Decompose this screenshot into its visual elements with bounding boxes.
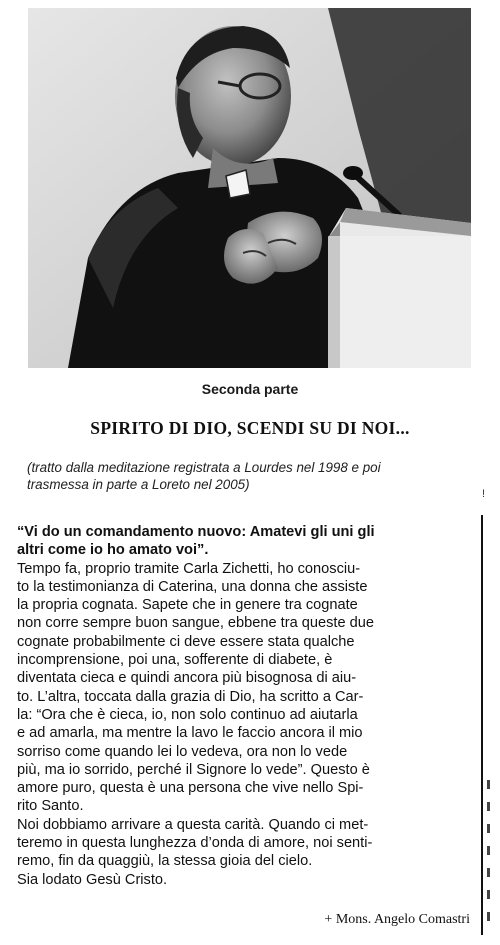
- source-line: (tratto dalla meditazione registrata a Lourdes nel 1998 e poi: [27, 460, 381, 475]
- quote-line: “Vi do un comandamento nuovo: Amatevi gli uni gli: [17, 524, 375, 540]
- part-label: Seconda parte: [201, 381, 299, 397]
- body-line: più, ma io sorrido, perché il Signore lo vede”. Questo è: [17, 761, 370, 778]
- priest-photo: [28, 8, 471, 368]
- body-line: to la testimonianza di Caterina, una donna che assiste: [17, 578, 368, 595]
- signature: + Mons. Angelo Comastri: [324, 912, 470, 927]
- article-body: [17, 523, 479, 889]
- body-line: incomprensione, poi una, sofferente di diabete, è: [17, 652, 333, 669]
- body-line: la: “Ora che è cieca, io, non solo continuo ad aiutarla: [17, 706, 358, 723]
- body-line: remo, fin da quaggiù, la stessa gioia del cielo.: [17, 853, 313, 870]
- body-line: rito Santo.: [17, 798, 84, 815]
- body-line: teremo in questa lunghezza d’onda di amore, noi senti-: [17, 835, 373, 852]
- text-fragment: [487, 846, 490, 855]
- source-note: [27, 459, 482, 493]
- stray-mark: !: [482, 488, 486, 500]
- body-line: non corre sempre buon sangue, ebbene tra queste due: [17, 615, 374, 632]
- column-divider: [481, 515, 483, 935]
- text-fragment: [487, 802, 490, 811]
- body-line: Noi dobbiamo arrivare a questa carità. Quando ci met-: [17, 816, 369, 833]
- body-line: cognate probabilmente ci deve essere stata qualche: [17, 633, 355, 650]
- body-line: to. L’altra, toccata dalla grazia di Dio, ha scritto a Car-: [17, 688, 364, 705]
- body-line: Tempo fa, proprio tramite Carla Zichetti, ho conosciu-: [17, 560, 361, 577]
- text-fragment: [487, 868, 490, 877]
- text-fragment: [487, 780, 490, 789]
- photo-priest-at-microphone-icon: [28, 8, 471, 368]
- source-line: trasmessa in parte a Loreto nel 2005): [27, 477, 250, 492]
- quote-line: altri come io ho amato voi”.: [17, 542, 209, 559]
- adjacent-column-fragments: [487, 780, 495, 930]
- text-fragment: [487, 912, 490, 921]
- text-fragment: [487, 890, 490, 899]
- body-line: amore puro, questa è una persona che vive nello Spi-: [17, 780, 364, 797]
- body-line: diventata cieca e quindi ancora più bisognosa di aiu-: [17, 670, 357, 687]
- article-title: SPIRITO DI DIO, SCENDI SU DI NOI...: [90, 418, 410, 438]
- body-line: la propria cognata. Sapete che in genere tra cognate: [17, 597, 358, 614]
- body-line: Sia lodato Gesù Cristo.: [17, 871, 168, 888]
- text-fragment: [487, 824, 490, 833]
- body-line: sorriso come quando lei lo vedeva, ora non lo vede: [17, 743, 348, 760]
- body-line: e ad amarla, ma mentre la lavo le faccio ancora il mio: [17, 725, 363, 742]
